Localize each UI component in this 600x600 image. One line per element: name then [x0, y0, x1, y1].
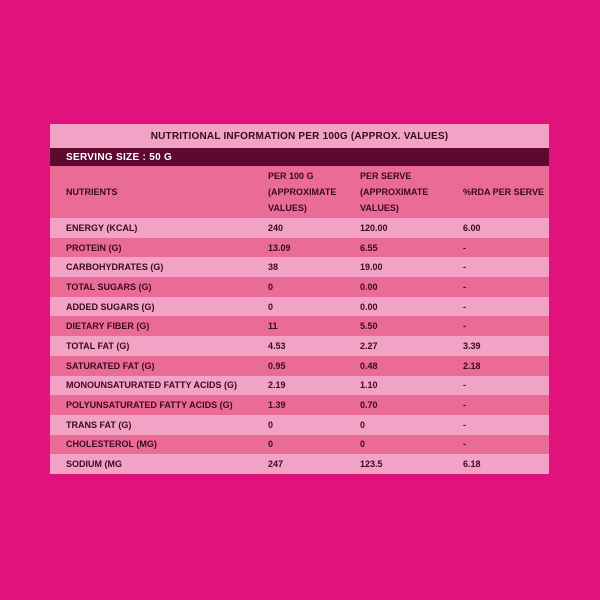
rda-value: 3.39 — [463, 340, 481, 351]
per-serve-value: 0.00 — [360, 281, 378, 292]
per-serve-value: 0.00 — [360, 301, 378, 312]
table-row — [50, 257, 549, 277]
nutrient-name: CHOLESTEROL (MG) — [66, 439, 157, 450]
table-row — [50, 435, 549, 455]
rda-value: - — [463, 400, 466, 411]
table-row — [50, 336, 549, 356]
rda-value: 2.18 — [463, 360, 481, 371]
per-serve-value: 0 — [360, 439, 366, 450]
nutrient-name: TOTAL FAT (G) — [66, 340, 130, 351]
serving-size: SERVING SIZE : 50 G — [50, 148, 549, 166]
table-row — [50, 297, 549, 317]
table-row — [50, 218, 549, 238]
per-serve-value: 6.55 — [360, 242, 378, 253]
per-serve-value: 0 — [360, 419, 366, 430]
nutrient-name: TOTAL SUGARS (G) — [66, 281, 152, 292]
header-per-100g: PER 100 G (APPROXIMATE VALUES) — [268, 171, 337, 213]
rda-value: - — [463, 301, 466, 312]
nutrient-name: MONOUNSATURATED FATTY ACIDS (G) — [66, 380, 237, 391]
rda-value: - — [463, 321, 466, 332]
rda-value: 6.18 — [463, 459, 481, 470]
rda-value: - — [463, 439, 466, 450]
rda-value: - — [463, 281, 466, 292]
table-row — [50, 454, 549, 474]
header-nutrients: NUTRIENTS — [66, 187, 118, 197]
per-serve-value: 2.27 — [360, 340, 378, 351]
per-100g-value: 0 — [268, 301, 274, 312]
table-row — [50, 238, 549, 258]
panel-title: NUTRITIONAL INFORMATION PER 100G (APPROX. VALUES) — [50, 124, 549, 148]
table-row — [50, 395, 549, 415]
per-serve-value: 123.5 — [360, 459, 383, 470]
table-header — [50, 166, 549, 218]
nutrient-name: PROTEIN (G) — [66, 242, 122, 253]
nutrient-name: DIETARY FIBER (G) — [66, 321, 150, 332]
nutrient-name: ADDED SUGARS (G) — [66, 301, 155, 312]
nutrient-name: TRANS FAT (G) — [66, 419, 132, 430]
per-serve-value: 0.48 — [360, 360, 378, 371]
rda-value: - — [463, 419, 466, 430]
rda-value: - — [463, 242, 466, 253]
table-row — [50, 376, 549, 396]
nutrient-name: POLYUNSATURATED FATTY ACIDS (G) — [66, 400, 233, 411]
per-100g-value: 0 — [268, 439, 274, 450]
header-rda: %RDA PER SERVE — [463, 187, 545, 197]
table-body — [50, 218, 549, 474]
nutrition-panel — [50, 124, 549, 474]
per-serve-value: 1.10 — [360, 380, 378, 391]
nutrient-name: SATURATED FAT (G) — [66, 360, 155, 371]
per-100g-value: 240 — [268, 222, 284, 233]
table-row — [50, 415, 549, 435]
per-100g-value: 0 — [268, 281, 274, 292]
per-100g-value: 2.19 — [268, 380, 286, 391]
per-100g-value: 11 — [268, 321, 278, 332]
nutrient-name: ENERGY (KCAL) — [66, 222, 138, 233]
rda-value: 6.00 — [463, 222, 481, 233]
per-100g-value: 4.53 — [268, 340, 286, 351]
per-100g-value: 247 — [268, 459, 284, 470]
per-100g-value: 0 — [268, 419, 274, 430]
nutrient-name: SODIUM (MG — [66, 459, 122, 470]
per-100g-value: 13.09 — [268, 242, 291, 253]
table-row — [50, 316, 549, 336]
per-serve-value: 120.00 — [360, 222, 388, 233]
per-serve-value: 0.70 — [360, 400, 378, 411]
per-serve-value: 19.00 — [360, 262, 383, 273]
nutrient-name: CARBOHYDRATES (G) — [66, 262, 164, 273]
per-100g-value: 38 — [268, 262, 279, 273]
header-per-serve: PER SERVE (APPROXIMATE VALUES) — [360, 171, 429, 213]
rda-value: - — [463, 262, 466, 273]
per-100g-value: 0.95 — [268, 360, 286, 371]
table-row — [50, 277, 549, 297]
per-serve-value: 5.50 — [360, 321, 378, 332]
per-100g-value: 1.39 — [268, 400, 286, 411]
table-row — [50, 356, 549, 376]
rda-value: - — [463, 380, 466, 391]
